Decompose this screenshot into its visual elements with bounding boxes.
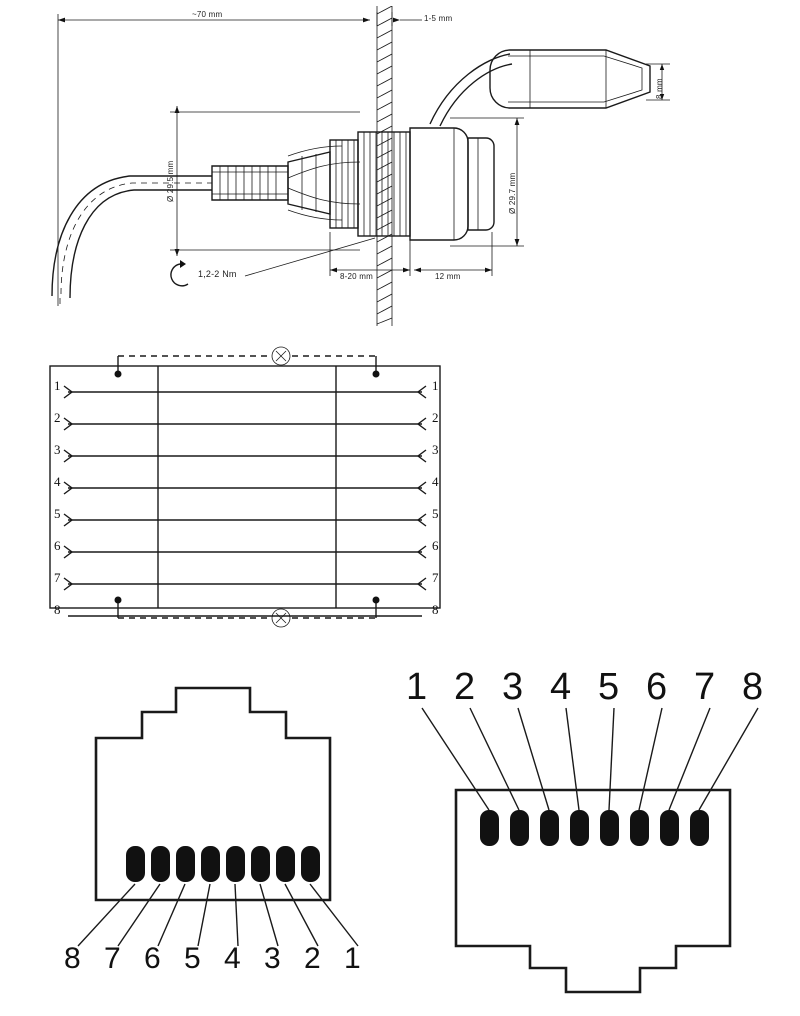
dim-front-length [414,232,492,276]
coupling-transition [288,146,342,220]
jack-left-label-8: 8 [64,942,81,975]
torque-arrow-icon [171,260,188,286]
shield-outline [115,356,380,618]
wiring-outline [50,366,440,608]
dim-label-body-diameter: Ø 29.7 mm [508,172,517,214]
jack-right-label-3: 3 [502,666,524,708]
jack-right-label-1: 1 [406,666,428,708]
cable-body [52,176,212,306]
wiring-left-pin-7: 7 [54,570,61,585]
jack-left-label-6: 6 [144,942,161,975]
jack-front-view-right [400,650,790,1016]
shield-symbol-bottom [272,609,290,627]
wiring-schematic [40,340,460,640]
jack-left-label-1: 1 [344,942,361,975]
dim-label-flange-diameter: Ø 29.5 mm [166,160,175,202]
jack-left-label-5: 5 [184,942,201,975]
jack-left-label-7: 7 [104,942,121,975]
wiring-right-pin-1: 1 [432,378,439,393]
wiring-svg [40,340,460,640]
wiring-right-pin-4: 4 [432,474,439,489]
wiring-left-pin-1: 1 [54,378,61,393]
dim-cable-length [58,14,370,306]
jack-left-label-3: 3 [264,942,281,975]
shield-symbol-top [272,347,290,365]
wiring-left-pin-4: 4 [54,474,61,489]
dim-label-cap-thickness: 8 mm [655,78,664,99]
dim-thread-length [330,232,410,276]
dim-label-cable-length: ~70 mm [192,10,223,19]
jack-contacts-right [480,810,709,846]
dim-label-torque: 1,2-2 Nm [198,269,237,279]
front-housing [410,128,494,240]
jack-left-label-2: 2 [304,942,321,975]
jack-contacts-left [126,846,320,882]
dim-flange-diameter [170,106,360,256]
panel-wall [377,6,392,326]
sealing-cap [430,50,650,126]
jack-right-label-6: 6 [646,666,668,708]
conductor-lines [68,392,422,616]
internal-conductors [288,162,360,204]
wiring-right-pin-3: 3 [432,442,439,457]
jack-right-label-4: 4 [550,666,572,708]
strain-relief-boot [212,166,288,200]
jack-leaders-left [78,884,358,946]
dim-label-panel-thickness: 1-5 mm [424,14,453,23]
wiring-left-pin-2: 2 [54,410,61,425]
jack-right-label-5: 5 [598,666,620,708]
wiring-right-pin-8: 8 [432,602,439,617]
jack-left-label-4: 4 [224,942,241,975]
dim-label-front-length: 12 mm [435,272,461,281]
dim-panel-thickness [377,12,422,26]
assembly-drawing [30,6,770,336]
coupling-nut [330,140,358,228]
jack-right-label-2: 2 [454,666,476,708]
dim-label-thread-length: 8-20 mm [340,272,373,281]
wiring-left-pin-3: 3 [54,442,61,457]
jack-front-view-left [60,650,400,1010]
assembly-svg [30,6,770,336]
wiring-right-pin-5: 5 [432,506,439,521]
wiring-left-pin-5: 5 [54,506,61,521]
wiring-right-pin-2: 2 [432,410,439,425]
threaded-barrel [358,132,410,236]
jack-right-label-7: 7 [694,666,716,708]
wiring-right-pin-7: 7 [432,570,439,585]
wiring-left-pin-6: 6 [54,538,61,553]
wiring-left-pin-8: 8 [54,602,61,617]
jack-right-label-8: 8 [742,666,764,708]
jack-leaders-right [422,708,758,810]
wiring-right-pin-6: 6 [432,538,439,553]
